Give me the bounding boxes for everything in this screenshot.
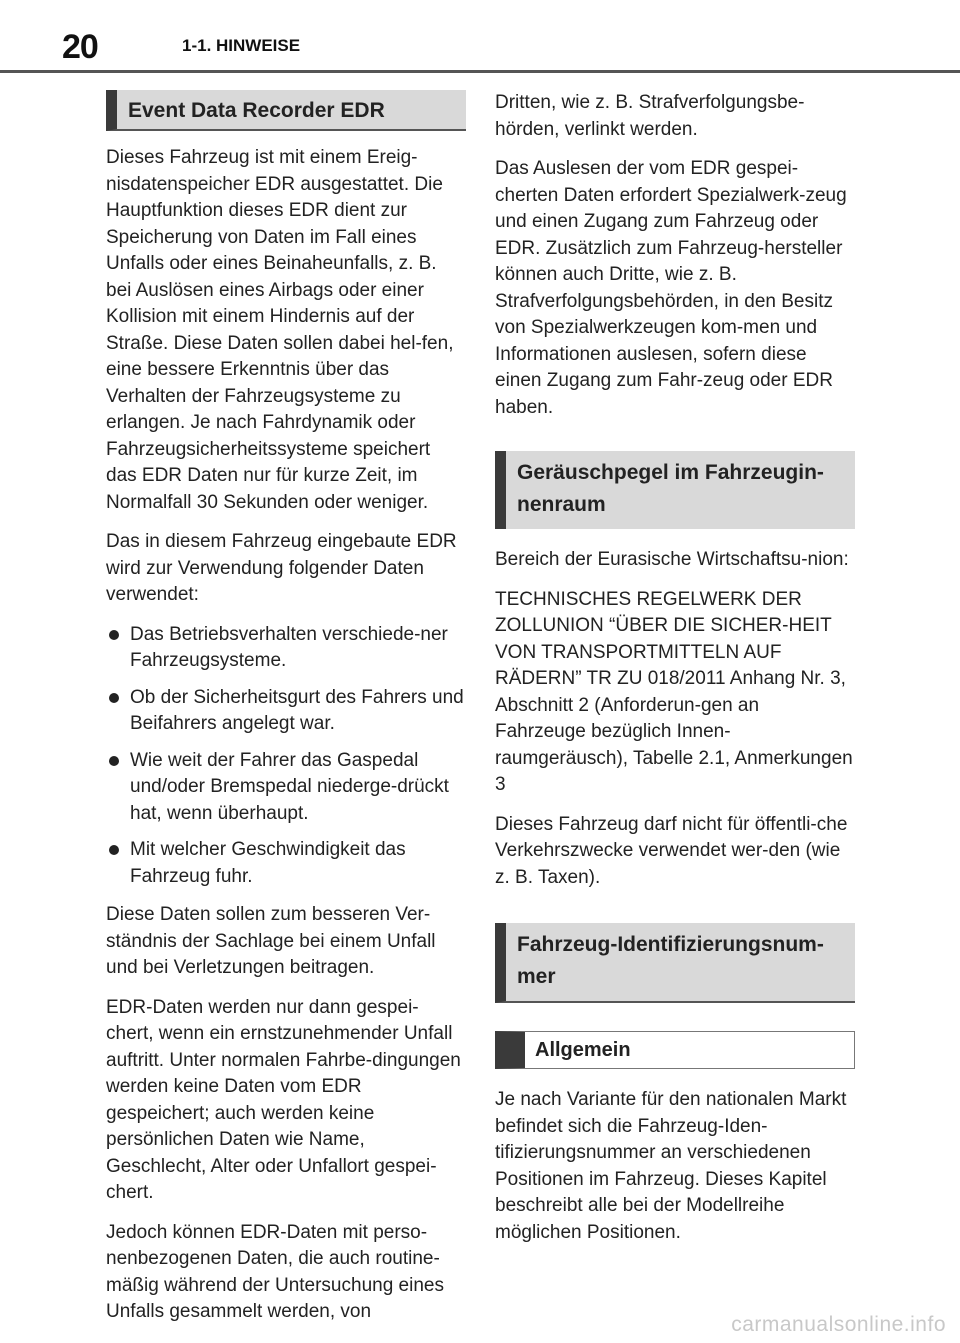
list-item-text: Das Betriebsverhalten verschiede-ner Fahrzeugsysteme. (130, 623, 448, 671)
bullet-icon (109, 693, 119, 703)
list-item (106, 622, 466, 675)
page-header (0, 0, 960, 72)
bullet-icon (109, 756, 119, 766)
paragraph: Das in diesem Fahrzeug eingebaute EDR wird zur Verwendung folgender Daten verwendet: (106, 531, 457, 605)
list-item (106, 685, 466, 738)
paragraph: Jedoch können EDR-Daten mit perso-nenbezogenen Daten, die auch routine-mäßig während der Untersuchung eines Unfalls gesammelt werden, von (106, 1221, 444, 1322)
list-item-text: Ob der Sicherheitsgurt des Fahrers und Beifahrers angelegt war. (130, 686, 464, 734)
paragraph: Diese Daten sollen zum besseren Ver-ständnis der Sachlage bei einem Unfall und bei Verletzungen beitragen. (106, 904, 436, 978)
page-number: 20 (62, 28, 98, 66)
watermark: carmanualsonline.info (731, 1313, 946, 1336)
list-item-text: Mit welcher Geschwindigkeit das Fahrzeug fuhr. (130, 839, 406, 887)
chapter-title: 1-1. HINWEISE (182, 36, 301, 55)
paragraph: Je nach Variante für den nationalen Markt befindet sich die Fahrzeug-Iden-tifizierungsnummer an verschiedenen Positionen im Fahrzeug. Dieses Kapitel beschreibt alle bei der Modellreihe möglichen Positionen. (495, 1089, 847, 1243)
list-item (106, 837, 466, 890)
header-divider (0, 70, 960, 73)
paragraph: TECHNISCHES REGELWERK DER ZOLLUNION “ÜBER DIE SICHER-HEIT VON TRANSPORTMITTELN AUF RÄDERN” TR ZU 018/2011 Anhang Nr. 3, Abschnitt 2 (Anforderun-gen an Fahrzeuge bezüglich Innen-raumgeräusch), Tabelle 2.1, Anmerkungen 3 (495, 588, 853, 795)
paragraph: Bereich der Eurasische Wirtschaftsu-nion: (495, 549, 849, 570)
paragraph: Dieses Fahrzeug ist mit einem Ereig-nisdatenspeicher EDR ausgestattet. Die Hauptfunktion dieses EDR dient zur Speicherung von Daten im Fall eines Unfalls oder eines Beinaheunfalls, z. B. bei Auslösen eines Airbags oder einer Kollision mit einem Hindernis auf der Straße. Diese Daten sollen dabei hel-fen, eine bessere Erkenntnis über das Verhalten der Fahrzeugsysteme zu erlangen. Je nach Fahrdynamik oder Fahrzeugsicherheitssysteme speichert das EDR Daten nur für kurze Zeit, im Normalfall 30 Sekunden oder weniger. (106, 147, 454, 513)
subsection-heading-general: Allgemein (495, 1031, 855, 1069)
list-item-text: Wie weit der Fahrer das Gaspedal und/oder Bremspedal niederge-drückt hat, wenn überhaupt. (130, 749, 449, 824)
bullet-icon (109, 845, 119, 855)
list-item (106, 748, 466, 828)
paragraph: Das Auslesen der vom EDR gespei-cherten Daten erfordert Spezialwerk-zeug und einen Zugang zum Fahrzeug oder EDR. Zusätzlich zum Fahrzeug-hersteller können auch Dritte, wie z. B. Strafverfolgungsbehörden, in den Besitz von Spezialwerkzeugen kom-men und Informationen auslesen, sofern diese einen Zugang zum Fahr-zeug oder EDR haben. (495, 158, 847, 418)
section-heading-edr: Event Data Recorder EDR (106, 90, 466, 131)
section-heading-vin: Fahrzeug-Identifizierungsnum-mer (495, 923, 855, 1003)
bullet-list (106, 622, 466, 891)
right-column (495, 90, 855, 1259)
left-column (106, 90, 466, 1339)
bullet-icon (109, 630, 119, 640)
paragraph: Dieses Fahrzeug darf nicht für öffentli-che Verkehrszwecke verwendet wer-den (wie z. B. Taxen). (495, 813, 848, 888)
paragraph: Dritten, wie z. B. Strafverfolgungsbe-hörden, verlinkt werden. (495, 92, 805, 140)
paragraph: EDR-Daten werden nur dann gespei-chert, wenn ein ernstzunehmender Unfall auftritt. Unter normalen Fahrbe-dingungen werden keine Daten vom EDR gespeichert; auch werden keine persönlichen Daten wie Name, Geschlecht, Alter oder Unfallort gespei-chert. (106, 996, 461, 1203)
section-heading-noise: Geräuschpegel im Fahrzeugin-nenraum (495, 451, 855, 529)
